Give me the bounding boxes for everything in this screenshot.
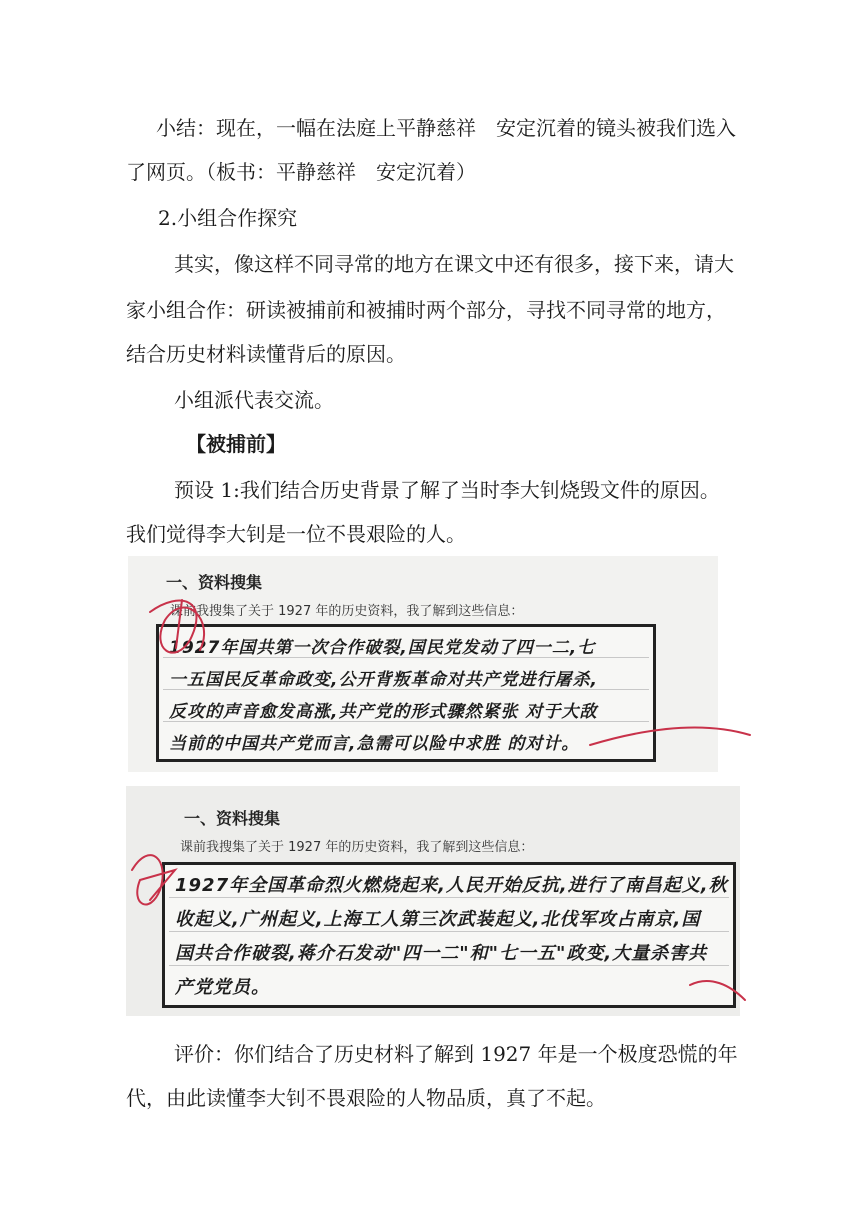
scan-b-hw-line-3: 国共合作破裂,蒋介石发动"四一二"和"七一五"政变,大量杀害共 [175,943,708,964]
preset1-line-2: 我们觉得李大钊是一位不畏艰险的人。 [126,522,466,546]
worksheet-scan-a [128,556,718,772]
scan-b-intro: 课前我搜集了关于 1927 年的历史资料，我了解到这些信息： [180,840,534,855]
scan-b-handwriting-box [162,862,736,1008]
section-heading-2: 2.小组合作探究 [158,206,298,230]
exchange-line: 小组派代表交流。 [174,388,334,412]
scan-b-hw-line-4: 产党党员。 [175,977,270,998]
scan-a-hw-line-1: 1927年国共第一次合作破裂,国民党发动了四一二,七 [169,638,596,658]
preset1-line-1: 预设 1:我们结合历史背景了解了当时李大钊烧毁文件的原因。 [174,478,720,502]
scan-a-hw-line-2: 一五国民反革命政变,公开背叛革命对共产党进行屠杀, [169,670,598,690]
scan-b-hw-line-1: 1927年全国革命烈火燃烧起来,人民开始反抗,进行了南昌起义,秋 [175,875,728,896]
evaluation-line-2: 代，由此读懂李大钊不畏艰险的人物品质，真了不起。 [126,1086,606,1110]
explore-line-2: 家小组合作：研读被捕前和被捕时两个部分，寻找不同寻常的地方， [126,298,726,322]
summary-line-1: 小结：现在，一幅在法庭上平静慈祥 安定沉着的镜头被我们选入 [156,116,736,140]
worksheet-scan-b [126,786,740,1016]
scan-a-hw-line-3: 反攻的声音愈发高涨,共产党的形式骤然紧张 对于大敌 [169,702,598,722]
scan-a-title: 一、资料搜集 [166,573,263,592]
evaluation-line-1: 评价：你们结合了历史材料了解到 1927 年是一个极度恐慌的年 [174,1042,738,1066]
scan-a-handwriting-box [156,624,656,762]
scan-b-hw-line-2: 收起义,广州起义,上海工人第三次武装起义,北伐军攻占南京,国 [175,909,701,930]
scan-b-title: 一、资料搜集 [184,809,281,828]
scan-a-intro: 课前我搜集了关于 1927 年的历史资料，我了解到这些信息： [170,604,524,619]
scan-a-hw-line-4: 当前的中国共产党而言,急需可以险中求胜 的对计。 [169,734,580,754]
before-arrest-heading: 【被捕前】 [186,432,286,456]
explore-line-3: 结合历史材料读懂背后的原因。 [126,342,406,366]
explore-line-1: 其实，像这样不同寻常的地方在课文中还有很多，接下来，请大 [174,252,734,276]
summary-line-2: 了网页。（板书：平静慈祥 安定沉着） [126,160,476,184]
